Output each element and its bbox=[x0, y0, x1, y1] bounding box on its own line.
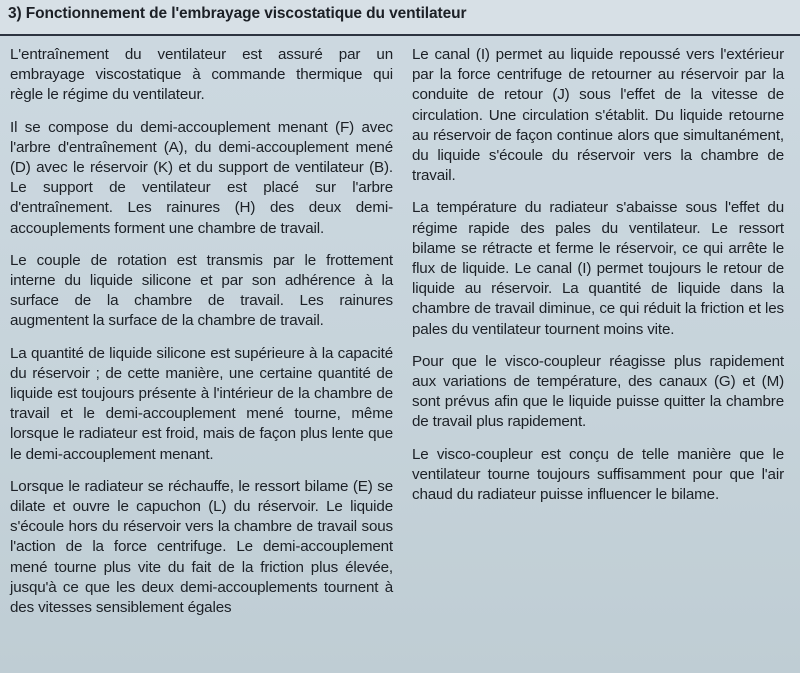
paragraph-right-2: La température du radiateur s'abaisse sous l'effet du régime rapide des pales du ventilateur. Le ressort bilame se rétracte et ferme le réservoir, ce qui arrête le flux de liquide. Le canal (I) permet toujours le retour de liquide au réservoir. La quantité de liquide dans la chambre de travail diminue, ce qui réduit la friction et les pales du ventilateur tournent moins vite. bbox=[412, 199, 784, 338]
paragraph-right-4: Le visco-coupleur est conçu de telle manière que le ventilateur tourne toujours suffisamment pour que l'air chaud du radiateur puisse influencer le bilame. bbox=[412, 445, 784, 504]
paragraph-left-4: La quantité de liquide silicone est supérieure à la capacité du réservoir ; de cette manière, une certaine quantité de liquide est toujours présente à l'intérieur de la chambre de travail et le demi-accouplement mené tourne, même lorsque le radiateur est froid, mais de façon plus lente que le demi-accouplement menant. bbox=[10, 344, 393, 463]
paragraph-left-2: Il se compose du demi-accouplement menant (F) avec l'arbre d'entraînement (A), du demi-accouplement mené (D) avec le réservoir (K) et du support de ventilateur (B). Le support de ventilateur est placé sur l'arbre d'entraînement. Les rainures (H) des deux demi-accouplements forment une chambre de travail. bbox=[10, 118, 393, 237]
paragraph-right-3: Pour que le visco-coupleur réagisse plus rapidement aux variations de température, des canaux (G) et (M) sont prévus afin que le liquide puisse quitter la chambre de travail plus rapidement. bbox=[412, 352, 784, 431]
paragraph-left-5: Lorsque le radiateur se réchauffe, le ressort bilame (E) se dilate et ouvre le capuchon (L) du réservoir. Le liquide s'écoule hors du réservoir vers la chambre de travail sous l'action de la force centrifuge. Le demi-accouplement mené tourne plus vite du fait de la friction plus élevée, jusqu'à ce que les deux demi-accouplements tournent à des vitesses sensiblement égales bbox=[10, 477, 393, 617]
paragraph-left-3: Le couple de rotation est transmis par le frottement interne du liquide silicone et par son adhérence à la surface de la chambre de travail. Les rainures augmentent la surface de la chambre de travail. bbox=[10, 251, 393, 330]
paragraph-left-1: L'entraînement du ventilateur est assuré par un embrayage viscostatique à commande thermique qui règle le régime du ventilateur. bbox=[10, 46, 393, 104]
right-column bbox=[412, 45, 784, 517]
left-column bbox=[10, 45, 393, 618]
section-title: 3) Fonctionnement de l'embrayage viscostatique du ventilateur bbox=[8, 5, 467, 22]
paragraph-right-1: Le canal (I) permet au liquide repoussé vers l'extérieur par la force centrifuge de retourner au réservoir par la conduite de retour (J) sous l'effet de la vitesse de circulation. Une circulation s'établit. Du liquide retourne au réservoir de façon continue alors que simultanément, du liquide s'écoule du réservoir vers la chambre de travail. bbox=[412, 46, 784, 185]
title-bar bbox=[0, 0, 800, 36]
